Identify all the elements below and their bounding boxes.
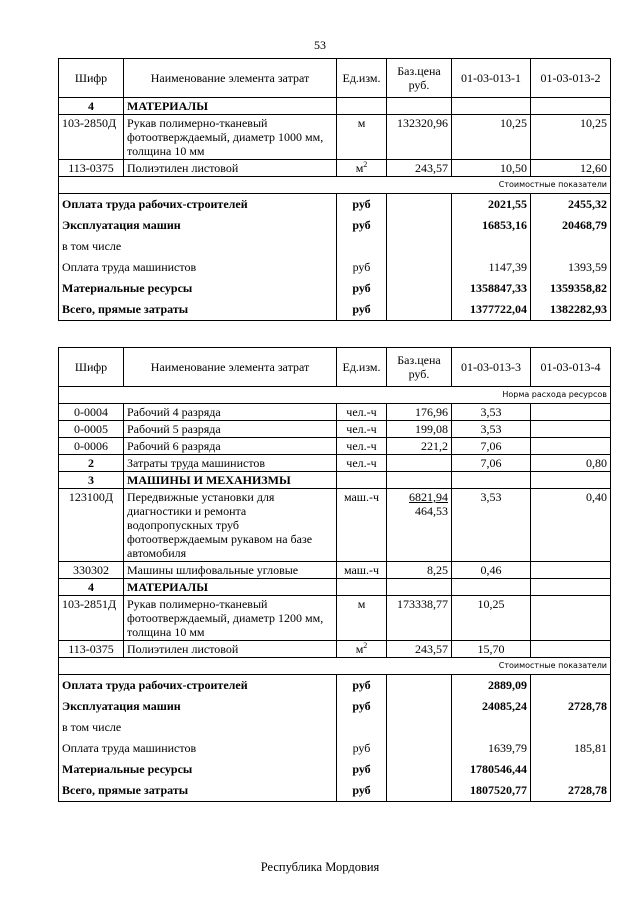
section-title: МАШИНЫ И МЕХАНИЗМЫ bbox=[124, 472, 337, 489]
summary-value-b bbox=[531, 675, 611, 697]
summary-unit: руб bbox=[337, 215, 387, 236]
row-name: Полиэтилен листовой bbox=[124, 160, 337, 177]
row-unit: $м^2$ bbox=[337, 160, 387, 177]
row-value-a: 10,50 bbox=[452, 160, 531, 177]
resource-norm-note: Норма расхода ресурсов bbox=[59, 387, 611, 404]
row-name: Рабочий 5 разряда bbox=[124, 421, 337, 438]
row-unit: маш.-ч bbox=[337, 562, 387, 579]
col-header-unit: Ед.изм. bbox=[337, 348, 387, 387]
summary-empty bbox=[387, 236, 452, 257]
summary-row bbox=[59, 780, 611, 802]
table-row bbox=[59, 455, 611, 472]
summary-row bbox=[59, 696, 611, 717]
col-header-b: 01-03-013-2 bbox=[531, 59, 611, 98]
summary-unit: руб bbox=[337, 257, 387, 278]
row-price: 243,57 bbox=[387, 641, 452, 658]
row-code: 103-2850Д bbox=[59, 115, 124, 160]
note-row bbox=[59, 177, 611, 194]
section-row bbox=[59, 579, 611, 596]
row-unit: чел.-ч bbox=[337, 455, 387, 472]
row-code: 123100Д bbox=[59, 489, 124, 562]
row-price: 6821,94 464,53 bbox=[387, 489, 452, 562]
summary-label: Оплата труда машинистов bbox=[59, 257, 337, 278]
row-value-b: 10,25 bbox=[531, 115, 611, 160]
summary-block bbox=[59, 675, 611, 802]
table-row bbox=[59, 562, 611, 579]
row-value-a: 3,53 bbox=[452, 421, 531, 438]
summary-value-a bbox=[452, 236, 531, 257]
row-value-b bbox=[531, 641, 611, 658]
cost-indicators-note: Стоимостные показатели bbox=[59, 658, 611, 675]
table-row bbox=[59, 160, 611, 177]
summary-value-a: 2021,55 bbox=[452, 194, 531, 216]
summary-value-a: 1807520,77 bbox=[452, 780, 531, 802]
col-header-b: 01-03-013-4 bbox=[531, 348, 611, 387]
row-name: Машины шлифовальные угловые bbox=[124, 562, 337, 579]
note-row bbox=[59, 658, 611, 675]
summary-value-a bbox=[452, 717, 531, 738]
row-unit: чел.-ч bbox=[337, 404, 387, 421]
cost-table-2 bbox=[58, 347, 611, 802]
section-number: 3 bbox=[59, 472, 124, 489]
summary-row bbox=[59, 738, 611, 759]
row-name: Затраты труда машинистов bbox=[124, 455, 337, 472]
summary-label: в том числе bbox=[59, 717, 337, 738]
summary-value-b: 2728,78 bbox=[531, 780, 611, 802]
summary-unit: руб bbox=[337, 696, 387, 717]
row-price bbox=[387, 455, 452, 472]
table-row bbox=[59, 438, 611, 455]
col-header-name: Наименование элемента затрат bbox=[124, 59, 337, 98]
section-number: 4 bbox=[59, 579, 124, 596]
summary-unit: руб bbox=[337, 278, 387, 299]
cost-table-1 bbox=[58, 58, 611, 321]
summary-unit bbox=[337, 717, 387, 738]
summary-label: Материальные ресурсы bbox=[59, 278, 337, 299]
row-code: 113-0375 bbox=[59, 160, 124, 177]
col-header-price: Баз.цена руб. bbox=[387, 348, 452, 387]
summary-value-b: 1382282,93 bbox=[531, 299, 611, 321]
row-name: Рабочий 4 разряда bbox=[124, 404, 337, 421]
row-unit: чел.-ч bbox=[337, 421, 387, 438]
row-value-b bbox=[531, 562, 611, 579]
summary-value-a: 16853,16 bbox=[452, 215, 531, 236]
summary-unit: руб bbox=[337, 738, 387, 759]
summary-empty bbox=[387, 675, 452, 697]
section-row bbox=[59, 98, 611, 115]
summary-value-b: 2455,32 bbox=[531, 194, 611, 216]
row-code: 330302 bbox=[59, 562, 124, 579]
row-price: 132320,96 bbox=[387, 115, 452, 160]
section-row bbox=[59, 472, 611, 489]
row-value-b bbox=[531, 421, 611, 438]
row-code: 2 bbox=[59, 455, 124, 472]
summary-label: Всего, прямые затраты bbox=[59, 299, 337, 321]
summary-value-b bbox=[531, 759, 611, 780]
table-row bbox=[59, 115, 611, 160]
row-value-a: 0,46 bbox=[452, 562, 531, 579]
row-unit: маш.-ч bbox=[337, 489, 387, 562]
row-value-a: 3,53 bbox=[452, 489, 531, 562]
row-unit: чел.-ч bbox=[337, 438, 387, 455]
row-price: 8,25 bbox=[387, 562, 452, 579]
page-number: 53 bbox=[314, 38, 326, 52]
summary-empty bbox=[387, 696, 452, 717]
row-code: 0-0006 bbox=[59, 438, 124, 455]
row-code: 103-2851Д bbox=[59, 596, 124, 641]
summary-row bbox=[59, 257, 611, 278]
row-name: Рукав полимерно-тканевый фотоотверждаемый, диаметр 1200 мм, толщина 10 мм bbox=[124, 596, 337, 641]
row-name: Передвижные установки для диагностики и ремонта водопропускных труб фотоотверждаемым рукавом на базе автомобиля bbox=[124, 489, 337, 562]
row-value-a: 10,25 bbox=[452, 115, 531, 160]
row-value-a: 7,06 bbox=[452, 438, 531, 455]
row-value-b: 0,80 bbox=[531, 455, 611, 472]
summary-empty bbox=[387, 194, 452, 216]
col-header-unit: Ед.изм. bbox=[337, 59, 387, 98]
summary-row bbox=[59, 759, 611, 780]
section-title: МАТЕРИАЛЫ bbox=[124, 579, 337, 596]
table-header-row bbox=[59, 348, 611, 387]
table-row bbox=[59, 596, 611, 641]
summary-value-b: 1359358,82 bbox=[531, 278, 611, 299]
summary-label: Эксплуатация машин bbox=[59, 696, 337, 717]
summary-label: Материальные ресурсы bbox=[59, 759, 337, 780]
summary-label: Всего, прямые затраты bbox=[59, 780, 337, 802]
summary-unit: руб bbox=[337, 759, 387, 780]
summary-row bbox=[59, 278, 611, 299]
summary-label: Оплата труда рабочих-строителей bbox=[59, 194, 337, 216]
summary-empty bbox=[387, 717, 452, 738]
row-code: 113-0375 bbox=[59, 641, 124, 658]
summary-empty bbox=[387, 257, 452, 278]
row-value-b: 0,40 bbox=[531, 489, 611, 562]
row-value-b bbox=[531, 404, 611, 421]
col-header-code: Шифр bbox=[59, 59, 124, 98]
row-value-a: 15,70 bbox=[452, 641, 531, 658]
row-code: 0-0005 bbox=[59, 421, 124, 438]
row-value-b bbox=[531, 438, 611, 455]
summary-empty bbox=[387, 215, 452, 236]
row-price: 176,96 bbox=[387, 404, 452, 421]
summary-label: Эксплуатация машин bbox=[59, 215, 337, 236]
table-row bbox=[59, 404, 611, 421]
summary-unit: руб bbox=[337, 675, 387, 697]
summary-row bbox=[59, 236, 611, 257]
summary-label: Оплата труда машинистов bbox=[59, 738, 337, 759]
summary-value-b bbox=[531, 236, 611, 257]
summary-value-a: 1358847,33 bbox=[452, 278, 531, 299]
summary-unit: руб bbox=[337, 194, 387, 216]
col-header-a: 01-03-013-1 bbox=[452, 59, 531, 98]
col-header-price: Баз.цена руб. bbox=[387, 59, 452, 98]
row-value-a: 3,53 bbox=[452, 404, 531, 421]
summary-row bbox=[59, 299, 611, 321]
col-header-a: 01-03-013-3 bbox=[452, 348, 531, 387]
row-code: 0-0004 bbox=[59, 404, 124, 421]
summary-value-a: 1780546,44 bbox=[452, 759, 531, 780]
row-name: Полиэтилен листовой bbox=[124, 641, 337, 658]
summary-empty bbox=[387, 738, 452, 759]
table-row bbox=[59, 489, 611, 562]
row-price: 243,57 bbox=[387, 160, 452, 177]
summary-label: Оплата труда рабочих-строителей bbox=[59, 675, 337, 697]
row-value-b: 12,60 bbox=[531, 160, 611, 177]
table-row bbox=[59, 421, 611, 438]
summary-value-b: 20468,79 bbox=[531, 215, 611, 236]
summary-empty bbox=[387, 299, 452, 321]
row-unit: м bbox=[337, 596, 387, 641]
row-price: 173338,77 bbox=[387, 596, 452, 641]
summary-value-b: 185,81 bbox=[531, 738, 611, 759]
row-value-a: 10,25 bbox=[452, 596, 531, 641]
section-title: МАТЕРИАЛЫ bbox=[124, 98, 337, 115]
section-number: 4 bbox=[59, 98, 124, 115]
summary-unit bbox=[337, 236, 387, 257]
row-price: 199,08 bbox=[387, 421, 452, 438]
summary-unit: руб bbox=[337, 780, 387, 802]
table-header-row bbox=[59, 59, 611, 98]
row-price: 221,2 bbox=[387, 438, 452, 455]
footer-region: Республика Мордовия bbox=[260, 860, 380, 874]
row-value-a: 7,06 bbox=[452, 455, 531, 472]
summary-empty bbox=[387, 780, 452, 802]
col-header-code: Шифр bbox=[59, 348, 124, 387]
row-name: Рабочий 6 разряда bbox=[124, 438, 337, 455]
summary-value-b: 2728,78 bbox=[531, 696, 611, 717]
summary-value-b: 1393,59 bbox=[531, 257, 611, 278]
summary-value-a: 2889,09 bbox=[452, 675, 531, 697]
summary-row bbox=[59, 675, 611, 697]
row-unit: м bbox=[337, 115, 387, 160]
summary-value-a: 1377722,04 bbox=[452, 299, 531, 321]
row-name: Рукав полимерно-тканевый фотоотверждаемый, диаметр 1000 мм, толщина 10 мм bbox=[124, 115, 337, 160]
row-unit: $м^2$ bbox=[337, 641, 387, 658]
summary-unit: руб bbox=[337, 299, 387, 321]
table-row bbox=[59, 641, 611, 658]
summary-value-b bbox=[531, 717, 611, 738]
summary-row bbox=[59, 215, 611, 236]
col-header-name: Наименование элемента затрат bbox=[124, 348, 337, 387]
summary-value-a: 24085,24 bbox=[452, 696, 531, 717]
summary-value-a: 1147,39 bbox=[452, 257, 531, 278]
summary-value-a: 1639,79 bbox=[452, 738, 531, 759]
summary-label: в том числе bbox=[59, 236, 337, 257]
summary-empty bbox=[387, 278, 452, 299]
cost-indicators-note: Стоимостные показатели bbox=[59, 177, 611, 194]
summary-row bbox=[59, 194, 611, 216]
row-value-b bbox=[531, 596, 611, 641]
summary-block bbox=[59, 194, 611, 321]
note-row bbox=[59, 387, 611, 404]
summary-empty bbox=[387, 759, 452, 780]
summary-row bbox=[59, 717, 611, 738]
